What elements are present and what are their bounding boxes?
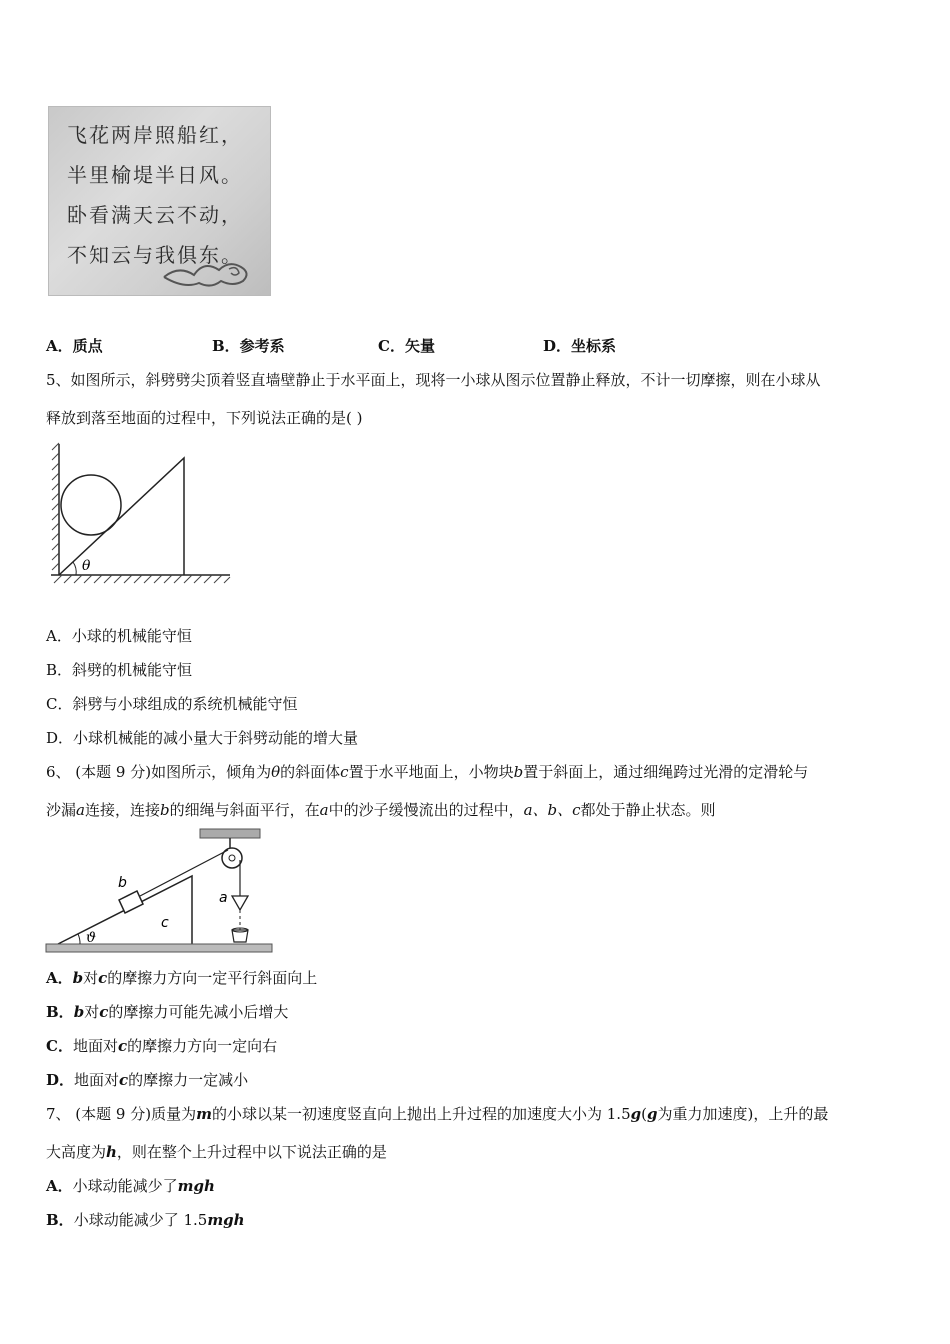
q7-stem-line1: 7、 (本题 9 分)质量为m的小球以某一初速度竖直向上抛出上升过程的加速度大小为 1.5g(g为重力加速度)，上升的最 — [46, 1105, 829, 1123]
q5-option-b: B．斜劈的机械能守恒 — [46, 661, 193, 679]
q4-option-b: B．参考系 — [212, 337, 285, 355]
q6-stem-line2: 沙漏a连接，连接b的细绳与斜面平行，在a中的沙子缓慢流出的过程中，a、b、c都处于静止状态。则 — [46, 801, 716, 819]
q4-option-d: D．坐标系 — [543, 337, 617, 355]
q6-label-theta: ϑ — [86, 930, 97, 946]
q5-stem-line1: 5、如图所示，斜劈劈尖顶着竖直墙壁静止于水平面上，现将一小球从图示位置静止释放，不计一切摩擦，则在小球从 — [46, 371, 821, 389]
q6-label-a: a — [219, 890, 228, 906]
q6-label-c: c — [161, 915, 169, 931]
q6-label-b: b — [118, 875, 127, 891]
poem-line: 飞花两岸照船红， — [67, 123, 243, 147]
q5-theta-label: θ — [82, 558, 91, 574]
poem-line: 半里榆堤半日风。 — [67, 163, 243, 187]
q6-option-d: D．地面对c的摩擦力一定减小 — [46, 1071, 249, 1089]
q5-option-d: D．小球机械能的减小量大于斜劈动能的增大量 — [46, 729, 359, 747]
q6-stem-line1: 6、 (本题 9 分)如图所示，倾角为θ的斜面体c置于水平地面上，小物块b置于斜面上，通过细绳跨过光滑的定滑轮与 — [46, 763, 809, 781]
q6-option-a: A．b对c的摩擦力方向一定平行斜面向上 — [46, 969, 318, 987]
q7-option-b: B．小球动能减少了 1.5mgh — [46, 1211, 245, 1229]
q5-option-a: A．小球的机械能守恒 — [46, 627, 192, 645]
q5-stem-line2: 释放到落至地面的过程中，下列说法正确的是( ) — [46, 409, 363, 427]
poem-line: 不知云与我俱东。 — [67, 243, 243, 267]
q5-option-c: C．斜劈与小球组成的系统机械能守恒 — [46, 695, 298, 713]
q6-option-c: C．地面对c的摩擦力方向一定向右 — [46, 1037, 278, 1055]
q7-option-a: A．小球动能减少了mgh — [46, 1177, 215, 1195]
q7-stem-line2: 大高度为h，则在整个上升过程中以下说法正确的是 — [46, 1143, 387, 1161]
q6-figure — [44, 826, 276, 958]
q4-option-c: C．矢量 — [378, 337, 435, 355]
poem-image — [48, 106, 271, 296]
q6-option-b: B．b对c的摩擦力可能先减小后增大 — [46, 1003, 289, 1021]
cloud-icon — [159, 255, 259, 291]
poem-line: 卧看满天云不动， — [67, 203, 243, 227]
q5-figure — [46, 440, 236, 590]
q4-option-a: A．质点 — [46, 337, 103, 355]
